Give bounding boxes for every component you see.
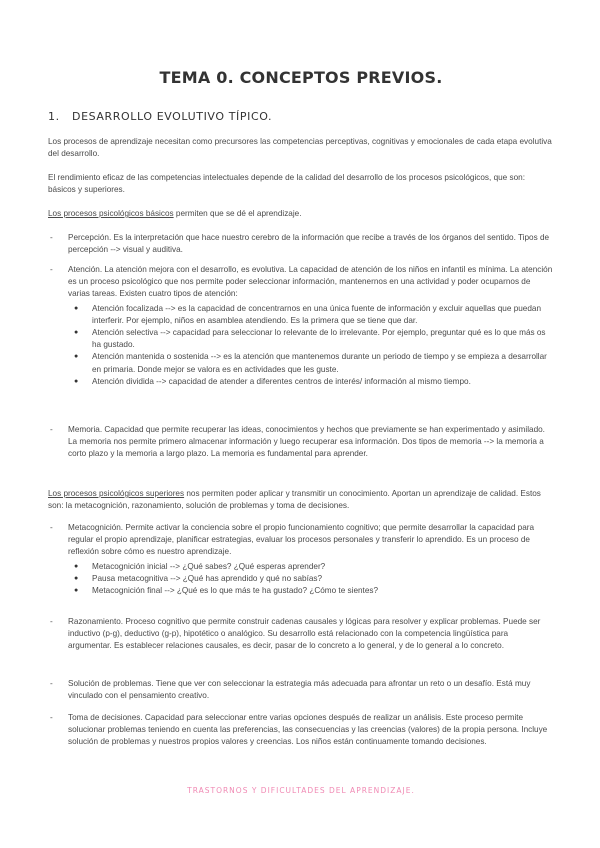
basic-processes-rest: permiten que se dé el aprendizaje. <box>173 209 302 218</box>
list-item-memoria: - Memoria. Capacidad que permite recuperar las ideas, conocimientos y hechos que previamente se han experimentado y asimilado. La memoria nos permite primero almacenar información y luego recuperar esa información. Dos tipos de memoria --> la memoria a corto plazo y la memoria a largo plazo. La memoria es fundamental para aprender. <box>48 424 554 461</box>
list-item-text: Atención. La atención mejora con el desarrollo, es evolutiva. La capacidad de atención de los niños en infantil es mínima. La atención es un proceso psicológico que nos permite poder seleccionar información, mantenernos en una actividad y poder ocuparnos de varias tareas. Existen cuatro tipos de atención: <box>68 265 553 299</box>
list-item-text: Memoria. Capacidad que permite recuperar las ideas, conocimientos y hechos que previamente se han experimentado y asimilado. La memoria nos permite primero almacenar información y luego recuperar esa información. Dos tipos de memoria --> la memoria a corto plazo y la memoria a largo plazo. La memoria es fundamental para aprender. <box>68 425 545 459</box>
bullet-item: ● Pausa metacognitiva --> ¿Qué has aprendido y qué no sabías? <box>48 573 554 585</box>
bullet-item: ● Metacognición final --> ¿Qué es lo que más te ha gustado? ¿Cómo te sientes? <box>48 585 554 597</box>
superior-processes-lead <box>48 488 554 512</box>
intro-paragraph-2: El rendimiento eficaz de las competencias intelectuales depende de la calidad del desarrollo de los procesos psicológicos, que son: básicos y superiores. <box>48 173 525 195</box>
page-title: TEMA 0. CONCEPTOS PREVIOS. <box>159 68 443 87</box>
list-item-text: Razonamiento. Proceso cognitivo que permite construir cadenas causales y lógicas para resolver y explicar problemas. Puede ser inductivo (p-g), deductivo (g-p), hipotético o analógico. Su desarrollo está relacionado con la competencia lingüística para argumentar. Es establecer relaciones causales, es decir, pasar de lo concreto a lo general, y de lo general a lo concreto. <box>68 617 541 651</box>
list-item-text: Toma de decisiones. Capacidad para seleccionar entre varias opciones después de realizar un análisis. Este proceso permite solucionar problemas teniendo en cuenta las preferencias, las consecuencias y las creencias (valores) de la propia persona. Incluye solución de problemas y nuestros propios valores y creencias. Los niños están continuamente tomando decisiones. <box>68 713 548 747</box>
list-item-solucion-problemas: - Solución de problemas. Tiene que ver con seleccionar la estrategia más adecuada para afrontar un reto o un desafío. Está muy vinculado con el pensamiento creativo. <box>48 678 554 702</box>
list-item-text: Percepción. Es la interpretación que hace nuestro cerebro de la información que recibe a través de los órganos del sentido. Tipos de percepción --> visual y auditiva. <box>68 233 550 255</box>
intro-paragraph-1: Los procesos de aprendizaje necesitan como precursores las competencias perceptivas, cognitivas y emocionales de cada etapa evolutiva del desarrollo. <box>48 137 552 159</box>
list-item-toma-decisiones: - Toma de decisiones. Capacidad para seleccionar entre varias opciones después de realizar un análisis. Este proceso permite solucionar problemas teniendo en cuenta las preferencias, las consecuencias y las creencias (valores) de la propia persona. Incluye solución de problemas y nuestros propios valores y creencias. Los niños están continuamente tomando decisiones. <box>48 712 554 749</box>
basic-processes-term: Los procesos psicológicos básicos <box>48 209 174 218</box>
bullet-item: ● Metacognición inicial --> ¿Qué sabes? ¿Qué esperas aprender? <box>48 561 554 573</box>
attention-types-list <box>48 303 554 388</box>
bullet-item: ● Atención dividida --> capacidad de atender a diferentes centros de interés/ información al mismo tiempo. <box>48 376 554 388</box>
bullet-item: ● Atención focalizada --> es la capacidad de concentrarnos en una única fuente de información y excluir aquellas que puedan interferir. Por ejemplo, niños en asamblea atendiendo. Es la primera que se tiene que dar. <box>48 303 554 327</box>
bullet-item: ● Atención mantenida o sostenida --> es la atención que mantenemos durante un periodo de tiempo y se empieza a desarrollar en primaria. Donde mejor se valora es en actividades que les guste. <box>48 351 554 375</box>
list-item-atencion: - Atención. La atención mejora con el desarrollo, es evolutiva. La capacidad de atención de los niños en infantil es mínima. La atención es un proceso psicológico que nos permite poder seleccionar información, mantenernos en una actividad y poder ocuparnos de varias tareas. Existen cuatro tipos de atención: ● Atención focalizada --> es la capacidad de concentrarnos en una única fuente de información y excluir aquellas que puedan interferir. Por ejemplo, niños en asamblea atendiendo. Es la primera que se tiene que dar. ● Atención selectiva --> capacidad para seleccionar lo relevante de lo irrelevante. Por ejemplo, preguntar qué es lo que más os ha gustado. ● Atención mantenida o sostenida --> es la atención que mantenemos durante un periodo de tiempo y se empieza a desarrollar en primaria. Donde mejor se valora es en actividades que les guste. ● Atención dividida --> capacidad de atender a diferentes centros de interés/ información al mismo tiempo. <box>48 264 554 388</box>
superior-processes-rest: nos permiten poder aplicar y transmitir un conocimiento. Aportan un aprendizaje de calidad. Estos son: la metacognición, razonamiento, solución de problemas y toma de decisiones. <box>48 489 541 511</box>
list-item-text: Metacognición. Permite activar la conciencia sobre el propio funcionamiento cognitivo; que permite desarrollar la capacidad para regular el propio aprendizaje, planificar estrategias, evaluar los procesos personales y transferir lo aprendido. Es un proceso de reflexión sobre cómo es nuestro aprendizaje. <box>68 523 535 557</box>
list-item-text: Solución de problemas. Tiene que ver con seleccionar la estrategia más adecuada para afrontar un reto o un desafío. Está muy vinculado con el pensamiento creativo. <box>68 679 531 701</box>
list-item-razonamiento: - Razonamiento. Proceso cognitivo que permite construir cadenas causales y lógicas para resolver y explicar problemas. Puede ser inductivo (p-g), deductivo (g-p), hipotético o analógico. Su desarrollo está relacionado con la competencia lingüística para argumentar. Es establecer relaciones causales, es decir, pasar de lo concreto a lo general, y de lo general a lo concreto. <box>48 616 554 653</box>
basic-processes-lead <box>48 208 554 220</box>
page-footer: TRASTORNOS Y DIFICULTADES DEL APRENDIZAJE. <box>187 786 415 795</box>
section-heading <box>48 110 272 123</box>
list-item-metacognicion: - Metacognición. Permite activar la conciencia sobre el propio funcionamiento cognitivo; que permite desarrollar la capacidad para regular el propio aprendizaje, planificar estrategias, evaluar los procesos personales y transferir lo aprendido. Es un proceso de reflexión sobre cómo es nuestro aprendizaje. ● Metacognición inicial --> ¿Qué sabes? ¿Qué esperas aprender? ● Pausa metacognitiva --> ¿Qué has aprendido y qué no sabías? ● Metacognición final --> ¿Qué es lo que más te ha gustado? ¿Cómo te sientes? <box>48 522 554 597</box>
superior-processes-term: Los procesos psicológicos superiores <box>48 489 185 498</box>
list-item-percepcion: - Percepción. Es la interpretación que hace nuestro cerebro de la información que recibe a través de los órganos del sentido. Tipos de percepción --> visual y auditiva. <box>48 232 554 256</box>
section-title: DESARROLLO EVOLUTIVO TÍPICO. <box>72 110 273 123</box>
section-number: 1. <box>48 110 60 123</box>
metacognition-list <box>48 561 554 598</box>
bullet-item: ● Atención selectiva --> capacidad para seleccionar lo relevante de lo irrelevante. Por ejemplo, preguntar qué es lo que más os ha gustado. <box>48 327 554 351</box>
